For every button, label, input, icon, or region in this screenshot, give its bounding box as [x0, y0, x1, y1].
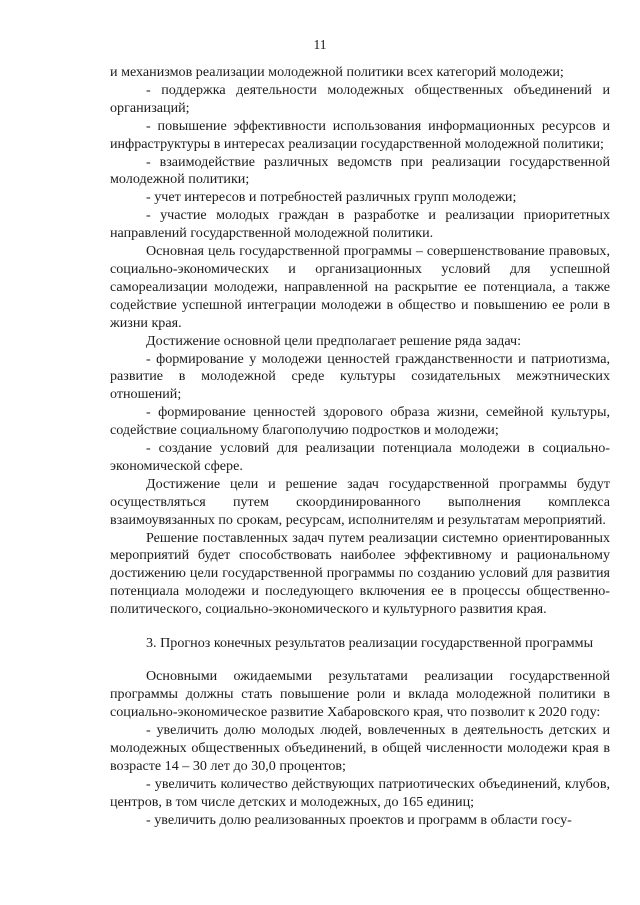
list-item: - формирование у молодежи ценностей гражданственности и патриотизма, развитие в молодежной среде культуры созидательных межэтнических отношений; — [110, 350, 610, 403]
list-item: - создание условий для реализации потенциала молодежи в социально-экономической сфере. — [110, 440, 610, 474]
section-number: 3. — [146, 634, 161, 651]
document-body — [110, 64, 610, 830]
page-number: 11 — [313, 37, 327, 52]
paragraph: Основными ожидаемыми результатами реализации государственной программы должны стать повышение роли и вклада молодежной политики в социально-экономическое развитие Хабаровского края, что позволит к 2020 году: — [110, 668, 610, 721]
list-item: - поддержка деятельности молодежных общественных объединений и организаций; — [110, 81, 610, 116]
list-item: - увеличить долю молодых людей, вовлеченных в деятельность детских и молодежных общественных объединений, в общей численности молодежи края в возрасте 14 – 30 лет до 30,0 процентов; — [110, 722, 610, 775]
paragraph: Основная цель государственной программы – совершенствование правовых, социально-экономических и организационных условий для успешной самореализации молодежи, направленной на раскрытие ее потенциала, а также содействие успешной интеграции молодежи в общество и повышению ее роли в жизни края. — [110, 243, 610, 331]
list-item: - повышение эффективности использования информационных ресурсов и инфраструктуры в интересах реализации государственной молодежной политики; — [110, 117, 610, 152]
paragraph: и механизмов реализации молодежной политики всех категорий молодежи; — [110, 64, 564, 80]
list-item: - учет интересов и потребностей различных групп молодежи; — [146, 189, 517, 206]
list-item: - взаимодействие различных ведомств при реализации государственной молодежной политики; — [110, 153, 610, 188]
list-item: - увеличить количество действующих патриотических объединений, клубов, центров, в том числе детских и молодежных, до 165 единиц; — [110, 775, 610, 810]
paragraph: Достижение основной цели предполагает решение ряда задач: — [146, 332, 522, 349]
section-heading — [110, 634, 610, 651]
list-item: - увеличить долю реализованных проектов и программ в области госу- — [146, 811, 572, 828]
paragraph: Достижение цели и решение задач государственной программы будут осуществляться путем скоординированного выполнения комплекса взаимоувязанных по срокам, ресурсам, исполнителям и результатам мероприятий. — [110, 475, 610, 528]
list-item: - участие молодых граждан в разработке и реализации приоритетных направлений государственной молодежной политики. — [110, 207, 610, 242]
section-title: Прогноз конечных результатов реализации государственной программы — [160, 634, 594, 651]
list-item: - формирование ценностей здорового образа жизни, семейной культуры, содействие социальному благополучию подростков и молодежи; — [110, 404, 610, 439]
paragraph: Решение поставленных задач путем реализации системно ориентированных мероприятий будет способствовать наиболее эффективному и рациональному достижению цели государственной программы по созданию условий для развития потенциала молодежи и последующего включения ее в процессы общественно-политического, социально-экономического и культурного развития края. — [110, 529, 610, 618]
